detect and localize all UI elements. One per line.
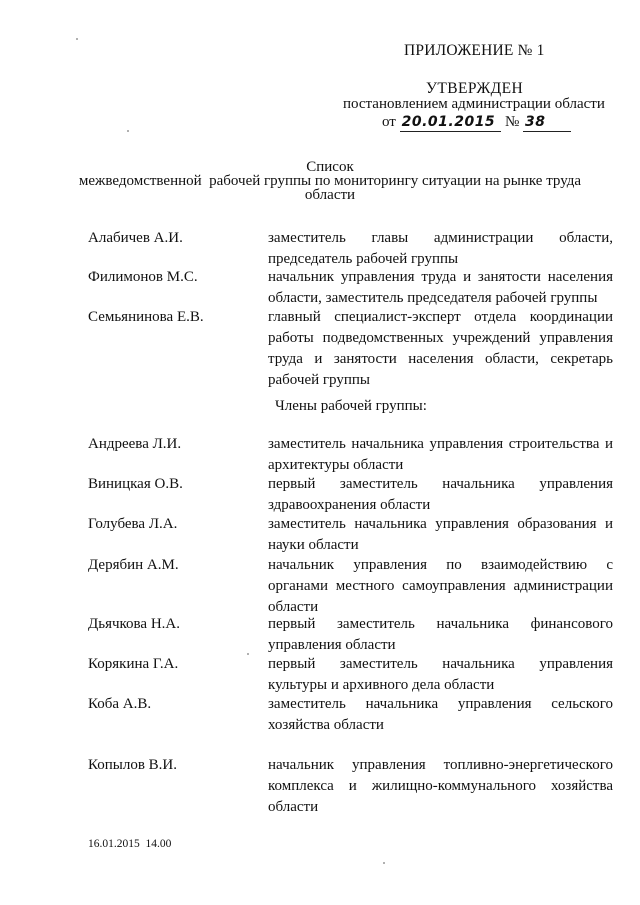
person-name: Голубева Л.А. xyxy=(88,516,178,532)
person-role: начальник управления труда и занятости населения области, заместитель председателя рабочей группы xyxy=(268,269,613,306)
list-item xyxy=(88,228,613,270)
list-item xyxy=(88,555,613,618)
person-role: первый заместитель начальника управления культуры и архивного дела области xyxy=(268,656,613,693)
title-line-1: Список xyxy=(306,159,354,175)
person-name: Коба А.В. xyxy=(88,696,152,712)
person-name: Копылов В.И. xyxy=(88,757,178,773)
scan-speck xyxy=(127,130,129,132)
handwritten-date: 20.01.2015 xyxy=(400,114,502,132)
approved-label: УТВЕРЖДЕН xyxy=(426,80,524,97)
title-line-3: области xyxy=(304,187,356,203)
scan-speck xyxy=(383,862,385,864)
person-name: Семьянинова Е.В. xyxy=(88,309,204,325)
scan-speck xyxy=(247,653,249,655)
scan-speck xyxy=(76,38,78,40)
person-name: Корякина Г.А. xyxy=(88,656,179,672)
appendix-label: ПРИЛОЖЕНИЕ № 1 xyxy=(404,42,545,59)
document-title xyxy=(60,160,600,202)
list-item xyxy=(88,474,613,516)
print-timestamp: 16.01.2015 14.00 xyxy=(88,838,172,850)
person-name: Дьячкова Н.А. xyxy=(88,616,180,632)
person-name: Андреева Л.И. xyxy=(88,436,182,452)
person-name: Алабичев А.И. xyxy=(88,230,183,246)
list-item xyxy=(88,614,613,656)
list-item xyxy=(88,755,613,818)
number-prefix: № xyxy=(504,114,520,130)
person-role: заместитель начальника управления образования и науки области xyxy=(268,516,613,553)
list-item xyxy=(88,654,613,696)
person-role: главный специалист-эксперт отдела координации работы подведомственных учреждений управления труда и занятости населения области, секретарь рабочей группы xyxy=(268,309,613,388)
handwritten-number: 38 xyxy=(523,114,571,132)
person-name: Дерябин А.М. xyxy=(88,557,179,573)
title-line-2: межведомственной рабочей группы по мониторингу ситуации на рынке труда xyxy=(78,173,582,189)
list-item xyxy=(88,307,613,391)
person-name: Филимонов М.С. xyxy=(88,269,198,285)
person-role: заместитель начальника управления строительства и архитектуры области xyxy=(268,436,613,473)
list-item xyxy=(88,434,613,476)
person-name: Виницкая О.В. xyxy=(88,476,183,492)
person-role: заместитель начальника управления сельского хозяйства области xyxy=(268,696,613,733)
date-prefix: от xyxy=(382,114,396,130)
person-role: первый заместитель начальника управления здравоохранения области xyxy=(268,476,613,513)
person-role: заместитель главы администрации области, председатель рабочей группы xyxy=(268,230,613,267)
list-item xyxy=(88,694,613,736)
decree-label: постановлением администрации области xyxy=(343,96,605,112)
list-item xyxy=(88,267,613,309)
date-number-line xyxy=(382,114,582,132)
person-role: начальник управления топливно-энергетического комплекса и жилищно-коммунального хозяйства области xyxy=(268,757,613,815)
person-role: начальник управления по взаимодействию с органами местного самоуправления администрации области xyxy=(268,557,613,615)
person-role: первый заместитель начальника финансового управления области xyxy=(268,616,613,653)
members-heading: Члены рабочей группы: xyxy=(275,398,427,414)
list-item xyxy=(88,514,613,556)
